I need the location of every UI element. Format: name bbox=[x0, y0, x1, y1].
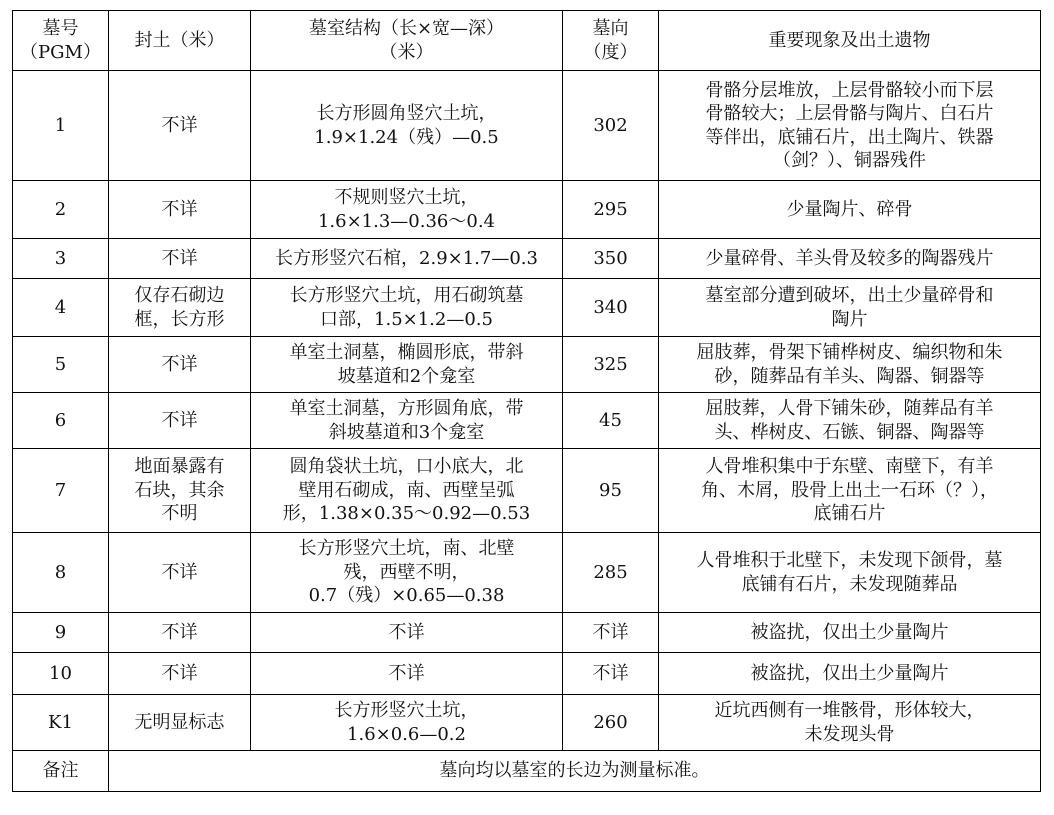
cell-finds: 近坑西侧有一堆骸骨，形体较大， 未发现头骨 bbox=[659, 695, 1041, 751]
cell-orientation: 45 bbox=[563, 393, 659, 449]
note-row bbox=[13, 751, 1041, 792]
cell-orientation: 260 bbox=[563, 695, 659, 751]
cell-structure: 长方形竖穴石棺，2.9×1.7—0.3 bbox=[251, 239, 563, 279]
cell-orientation: 95 bbox=[563, 449, 659, 533]
cell-id: 4 bbox=[13, 279, 109, 337]
cell-finds: 人骨堆积集中于东壁、南壁下，有羊 角、木屑，股骨上出土一石环（？）， 底铺石片 bbox=[659, 449, 1041, 533]
cell-structure: 长方形竖穴土坑，南、北壁 残，西壁不明， 0.7（残）×0.65—0.38 bbox=[251, 533, 563, 613]
cell-mound: 不详 bbox=[109, 71, 251, 181]
cell-finds: 屈肢葬，骨架下铺桦树皮、编织物和朱 砂，随葬品有羊头、陶器、铜器等 bbox=[659, 337, 1041, 393]
cell-finds: 墓室部分遭到破坏，出土少量碎骨和 陶片 bbox=[659, 279, 1041, 337]
table-row bbox=[13, 613, 1041, 653]
cell-finds: 被盗扰，仅出土少量陶片 bbox=[659, 653, 1041, 695]
cell-orientation: 340 bbox=[563, 279, 659, 337]
cell-mound: 不详 bbox=[109, 239, 251, 279]
cell-id: 6 bbox=[13, 393, 109, 449]
cell-structure: 不详 bbox=[251, 653, 563, 695]
cell-orientation: 不详 bbox=[563, 613, 659, 653]
cell-mound: 不详 bbox=[109, 653, 251, 695]
cell-finds: 屈肢葬，人骨下铺朱砂，随葬品有羊 头、桦树皮、石镞、铜器、陶器等 bbox=[659, 393, 1041, 449]
cell-finds: 人骨堆积于北壁下，未发现下颌骨，墓 底铺有石片，未发现随葬品 bbox=[659, 533, 1041, 613]
cell-structure: 不详 bbox=[251, 613, 563, 653]
tomb-data-table bbox=[12, 10, 1041, 792]
table-header-row bbox=[13, 11, 1041, 71]
cell-id: 1 bbox=[13, 71, 109, 181]
cell-mound: 地面暴露有 石块，其余 不明 bbox=[109, 449, 251, 533]
table-row bbox=[13, 695, 1041, 751]
table-row bbox=[13, 337, 1041, 393]
cell-orientation: 不详 bbox=[563, 653, 659, 695]
cell-mound: 不详 bbox=[109, 337, 251, 393]
cell-orientation: 295 bbox=[563, 181, 659, 239]
table-row bbox=[13, 71, 1041, 181]
cell-mound: 不详 bbox=[109, 533, 251, 613]
header-tomb-id: 墓号 （PGM） bbox=[13, 11, 109, 71]
cell-mound: 不详 bbox=[109, 613, 251, 653]
cell-structure: 单室土洞墓，方形圆角底，带 斜坡墓道和3个龛室 bbox=[251, 393, 563, 449]
cell-id: 10 bbox=[13, 653, 109, 695]
cell-orientation: 302 bbox=[563, 71, 659, 181]
cell-orientation: 325 bbox=[563, 337, 659, 393]
header-structure: 墓室结构（长×宽—深） （米） bbox=[251, 11, 563, 71]
cell-structure: 不规则竖穴土坑， 1.6×1.3—0.36～0.4 bbox=[251, 181, 563, 239]
cell-id: 7 bbox=[13, 449, 109, 533]
table-row bbox=[13, 279, 1041, 337]
table-row bbox=[13, 653, 1041, 695]
cell-orientation: 285 bbox=[563, 533, 659, 613]
cell-finds: 被盗扰，仅出土少量陶片 bbox=[659, 613, 1041, 653]
cell-mound: 不详 bbox=[109, 393, 251, 449]
note-label: 备注 bbox=[13, 751, 109, 792]
cell-mound: 无明显标志 bbox=[109, 695, 251, 751]
cell-id: 8 bbox=[13, 533, 109, 613]
cell-orientation: 350 bbox=[563, 239, 659, 279]
header-mound: 封土（米） bbox=[109, 11, 251, 71]
cell-id: 9 bbox=[13, 613, 109, 653]
cell-id: 2 bbox=[13, 181, 109, 239]
table-row bbox=[13, 393, 1041, 449]
cell-finds: 少量陶片、碎骨 bbox=[659, 181, 1041, 239]
note-text: 墓向均以墓室的长边为测量标准。 bbox=[109, 751, 1041, 792]
cell-structure: 长方形竖穴土坑， 1.6×0.6—0.2 bbox=[251, 695, 563, 751]
cell-structure: 单室土洞墓，椭圆形底，带斜 坡墓道和2个龛室 bbox=[251, 337, 563, 393]
cell-finds: 骨骼分层堆放，上层骨骼较小而下层 骨骼较大；上层骨骼与陶片、白石片 等伴出，底铺石片，出土陶片、铁器 （剑？）、铜器残件 bbox=[659, 71, 1041, 181]
cell-finds: 少量碎骨、羊头骨及较多的陶器残片 bbox=[659, 239, 1041, 279]
cell-structure: 圆角袋状土坑，口小底大，北 壁用石砌成，南、西壁呈弧 形，1.38×0.35～0.92—0.53 bbox=[251, 449, 563, 533]
table-row bbox=[13, 181, 1041, 239]
table-row bbox=[13, 449, 1041, 533]
table-row bbox=[13, 533, 1041, 613]
table-body bbox=[13, 71, 1041, 751]
header-orientation: 墓向 （度） bbox=[563, 11, 659, 71]
cell-mound: 不详 bbox=[109, 181, 251, 239]
cell-structure: 长方形圆角竖穴土坑， 1.9×1.24（残）—0.5 bbox=[251, 71, 563, 181]
cell-id: K1 bbox=[13, 695, 109, 751]
cell-id: 3 bbox=[13, 239, 109, 279]
header-finds: 重要现象及出土遗物 bbox=[659, 11, 1041, 71]
table-row bbox=[13, 239, 1041, 279]
cell-structure: 长方形竖穴土坑，用石砌筑墓 口部，1.5×1.2—0.5 bbox=[251, 279, 563, 337]
cell-id: 5 bbox=[13, 337, 109, 393]
cell-mound: 仅存石砌边 框，长方形 bbox=[109, 279, 251, 337]
